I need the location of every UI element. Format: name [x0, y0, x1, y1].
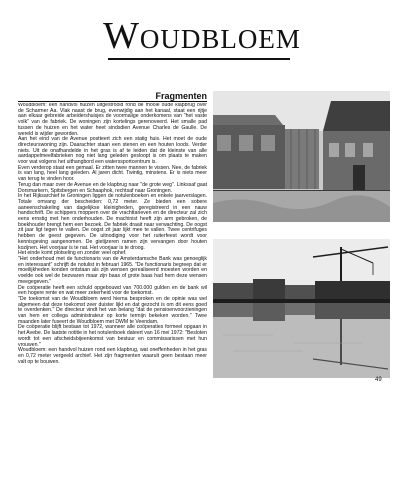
paragraph: "Het onderhoud met de functionaris van de Amsterdamsche Bank was genoeglijk en interessant" schrijft de notulist in februari 1965. "De functionaris begreep dat er moeilijkheden konden ontstaan als zijn wensen gerealiseerd moesten worden en voelde ook wel de bezwaren maar zijn baas of grote baas had hem deze wensen meegegeven."	[18, 255, 207, 285]
paragraph: Woudbloem: een handvol huizen rond een klapbrug, wat oneffenheden in het gras en 0,72 meter vergeeld archief. Het zijn fragmenten waaruit geen bestaan meer valt op te bouwen.	[18, 347, 207, 365]
photo-crane-reflection	[213, 239, 390, 378]
paragraph: Het einde komt plotseling en zonder veel ophef.	[18, 250, 127, 257]
title-rule	[108, 58, 290, 60]
paragraph: Aan het eind van de Avenue postteert zich een statig huis. Het moet de oude directeurswoning zijn. Daarachter staan een stenen en een houten loods. Verder niets. Uit de onafhandelde in het gras is af te leiden dat de kleinste van alle aardappelmeelfabrieken nog niet lang geleden gesloopt is om plaats te maken voor wat volgens het uithangbord een waterssportcentrum is.	[18, 136, 207, 166]
photo-factory-buildings	[213, 91, 390, 222]
paragraph: Even verderop staat een gemaal. Er zitten twee mannen te vissen. Nee, de fabriek is van lang, heel lang geleden. Al jaren dicht. Twintig, minstens. Er is niets meer van terug te vinden hoor.	[18, 164, 207, 183]
paragraph: In het Rijksarchief te Groningen liggen de notulenboeken en enkele jaarverslagen. Totale omvang der bescheiden: 0,72 meter. Ze bieden een sobere aaneenschakeling van dagelijkse kleinigheden, geregistreerd in een nauw handschrift. De schippers moppern over de vrachttarieven en de directeur zal zich eens ernstig met hen onderhouden. De machinist heeft zijn arm gebroken, de boekhouder brengt hem een bezoek. De fabriek draait naar verwachting. De oogst zit jaar ligt tegen te vallen. De oogst zit jaar lijkt mee te vallen. Twee centrifuges hebben de geest gegeven. De uitnodiging voor het ruiterfeest wordt voor kennisgeving aangenomen. De gietijzeren ramen zijn vervangen door houten kozijnen. Het voorjaar is te nat. Het voorjaar is te droog.	[18, 193, 207, 251]
paragraph: "De toekomst van de Woudbloem werd hierna besproken en de opinie was wel algemeen dat deze toekomst zeer duister lijkt en dat gezocht is om dit eens goed te overdenken." De directeur vindt het van belang "dat de pensioenvoorzieningen van hem en collega administrateur op korte termijn bekeken worden." Twee maanden later fuseert de Woudbloem met DWM te Veendam.	[18, 295, 207, 325]
section-heading: Fragmenten	[18, 91, 207, 102]
page-number: 49	[375, 377, 382, 383]
paragraph: Terug dan maar over de Avenue en de klapbrug naar "de grote weg". Linkssaf gaat Dorsmarkern, Spitsbergen en Schaaphok, rechtsaf naar Groningen.	[18, 181, 207, 194]
paragraph: Woudbloem: een handvol huizen uitgestrooid rond de mooie oude klapbrug over de Scharmer Aa. Vlak naast de brug, evenwijdig aan het kanaal, staat een rijtje aan elkaar gebreide arbeidershuisjes de voormalige onderkomens van "het vaste volk" van de fabriek. De woningen zijn kortelings gerenoveerd. Het smalle pad tussen de huizen en het water heet sindsdien Avenue Charles de Gaulle. De wereld is wijder geworden.	[18, 103, 207, 137]
article-body	[18, 103, 207, 468]
paragraph: De coöperatie heeft een schuld opgebouwd van 700.000 gulden en de bank wil een hogere rente en wat meer zekerheid voor de toekomst.	[18, 284, 207, 297]
paragraph: De coöperatie blijft bestaan tot 1972, wanneer alle coöperaties formeel opgaan in het Avebe. De laatste notitie in het notulenboek dateert van 16 mei 1972: "Besloten wordt tot een afscheidsbijeenkomst van bestuur en commissarissen met hun vrouwen."	[18, 324, 207, 348]
page-title: Woudbloem	[103, 15, 301, 57]
